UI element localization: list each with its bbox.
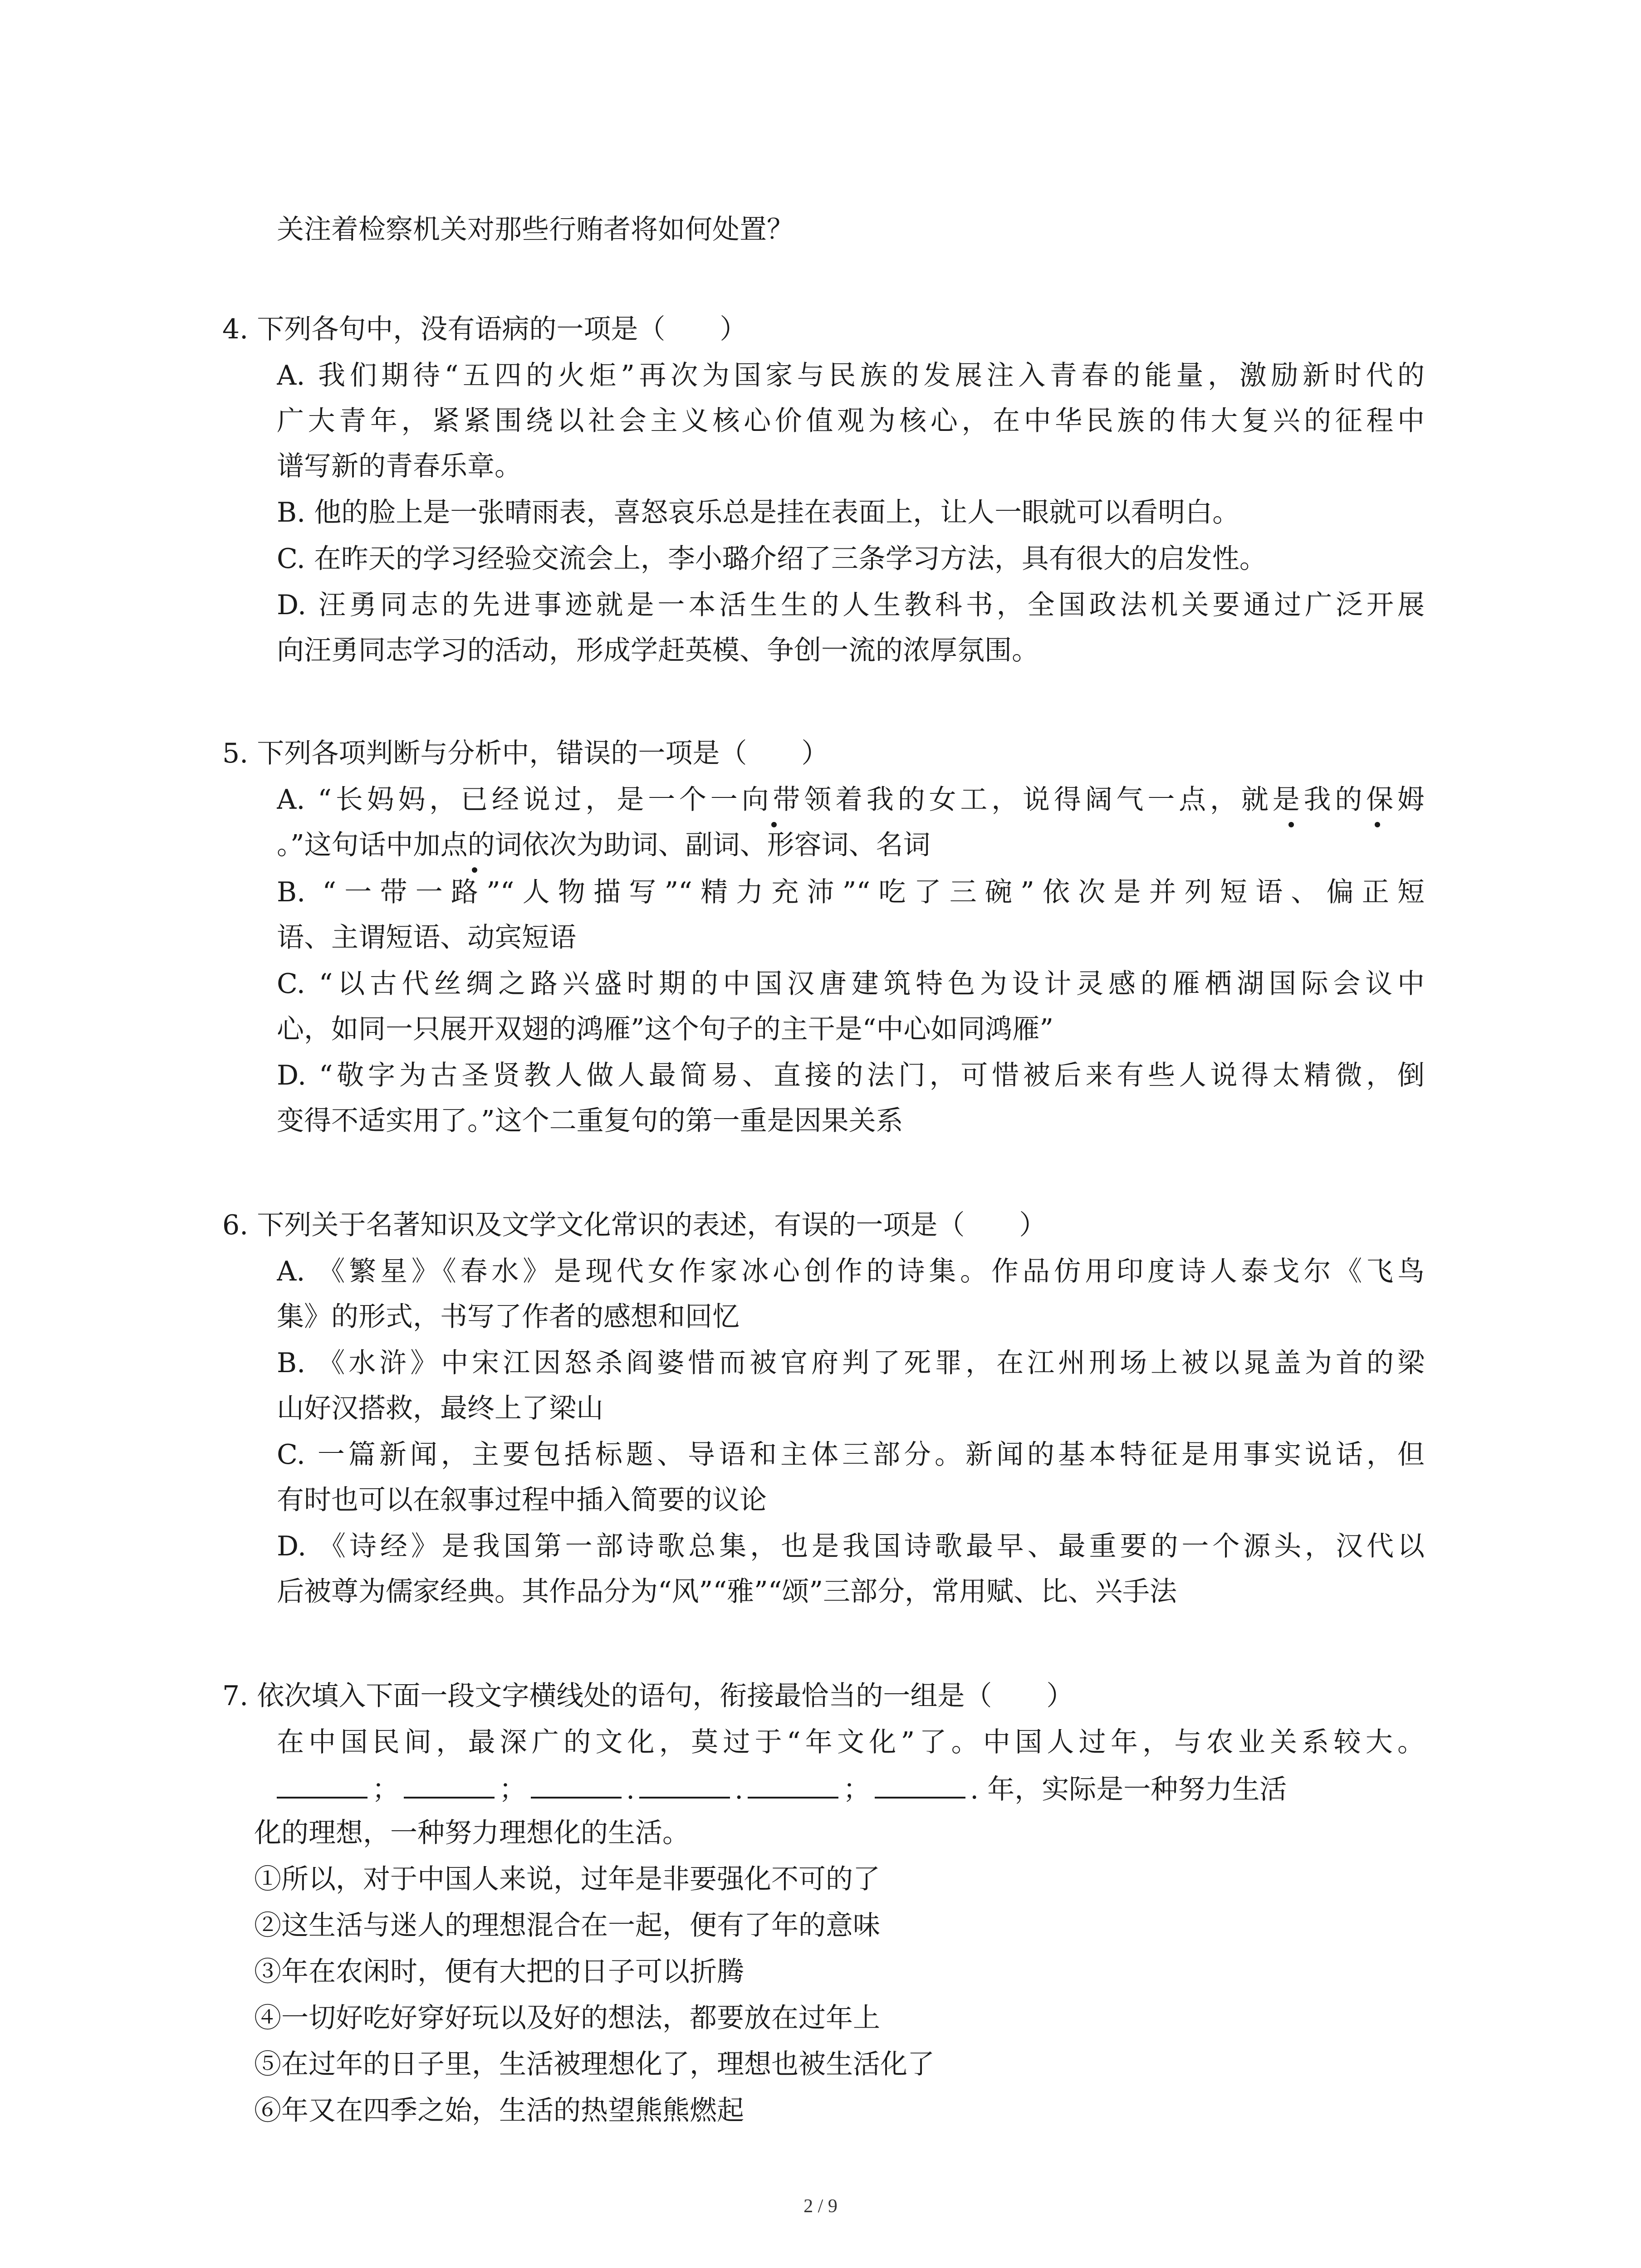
q5-option-a-line1: A. “长妈妈，已经说过，是一个一向带领着我的女工，说得阔气一点，就是我的保姆 xyxy=(277,784,1425,816)
q7-passage-line3: 化的理想，一种努力理想化的生活。 xyxy=(254,1817,690,1849)
question-7-stem: 7. 依次填入下面一段文字横线处的语句，衔接最恰当的一组是（ ） xyxy=(222,1680,1074,1712)
page-number: 2 / 9 xyxy=(803,2196,838,2217)
q6-option-a-line1: A. 《繁星》《春水》是现代女作家冰心创作的诗集。作品仿用印度诗人泰戈尔《飞鸟 xyxy=(277,1256,1425,1287)
fill-blank xyxy=(531,1771,622,1799)
q7-sentence-1: ①所以，对于中国人来说，过年是非要强化不可的了 xyxy=(254,1863,880,1895)
q7-sentence-2: ②这生活与迷人的理想混合在一起，便有了年的意味 xyxy=(254,1910,880,1941)
q6-option-d-line1: D. 《诗经》是我国第一部诗歌总集，也是我国诗歌最早、最重要的一个源头，汉代以 xyxy=(277,1530,1425,1562)
emphasis-dot xyxy=(1375,822,1380,827)
fill-blank xyxy=(748,1771,838,1799)
blank-separator: ； xyxy=(843,1774,871,1805)
blank-separator: . xyxy=(626,1774,635,1805)
q4-option-a-line2: 广大青年，紧紧围绕以社会主义核心价值观为核心，在中华民族的伟大复兴的征程中 xyxy=(277,405,1425,437)
q4-option-a-line1: A. 我们期待“五四的火炬”再次为国家与民族的发展注入青春的能量，激励新时代的 xyxy=(277,360,1425,391)
q7-sentence-6: ⑥年又在四季之始，生活的热望熊熊燃起 xyxy=(254,2095,744,2126)
q7-passage-line2 xyxy=(277,1771,1287,1806)
q7-sentence-3: ③年在农闲时，便有大把的日子可以折腾 xyxy=(254,1956,744,1988)
question-4-stem: 4. 下列各句中，没有语病的一项是（ ） xyxy=(222,313,747,345)
emphasis-dot xyxy=(1288,822,1294,827)
blank-separator: ； xyxy=(499,1774,526,1805)
carryover-line: 关注着检察机关对那些行贿者将如何处置？ xyxy=(277,214,794,245)
q6-option-c-line2: 有时也可以在叙事过程中插入简要的议论 xyxy=(277,1484,767,1516)
q5-option-b-line1: B. “一带一路”“人物描写”“精力充沛”“吃了三碗”依次是并列短语、偏正短 xyxy=(277,876,1425,908)
q4-option-a-line3: 谱写新的青春乐章。 xyxy=(277,450,522,482)
passage-tail: . 年，实际是一种努力生活 xyxy=(970,1774,1287,1805)
q5-option-d-line1: D. “敬字为古圣贤教人做人最简易、直接的法门，可惜被后来有些人说得太精微，倒 xyxy=(277,1060,1425,1091)
q5-option-c-line1: C. “以古代丝绸之路兴盛时期的中国汉唐建筑特色为设计灵感的雁栖湖国际会议中 xyxy=(277,968,1425,1000)
fill-blank xyxy=(639,1771,730,1799)
q6-option-a-line2: 集》的形式，书写了作者的感想和回忆 xyxy=(277,1301,740,1333)
q7-sentence-4: ④一切好吃好穿好玩以及好的想法，都要放在过年上 xyxy=(254,2002,880,2034)
q6-option-d-line2: 后被尊为儒家经典。其作品分为“风”“雅”“颂”三部分，常用赋、比、兴手法 xyxy=(277,1576,1177,1608)
fill-blank xyxy=(277,1771,367,1799)
q6-option-b-line2: 山好汉搭救，最终上了梁山 xyxy=(277,1393,603,1424)
q7-sentence-5: ⑤在过年的日子里，生活被理想化了，理想也被生活化了 xyxy=(254,2048,935,2080)
q4-option-d-line2: 向汪勇同志学习的活动，形成学赶英模、争创一流的浓厚氛围。 xyxy=(277,635,1039,666)
q4-option-c: C. 在昨天的学习经验交流会上，李小璐介绍了三条学习方法，具有很大的启发性。 xyxy=(277,543,1267,575)
fill-blank xyxy=(875,1771,965,1799)
q6-option-c-line1: C. 一篇新闻，主要包括标题、导语和主体三部分。新闻的基本特征是用事实说话，但 xyxy=(277,1439,1425,1471)
q7-passage-line1: 在中国民间，最深广的文化，莫过于“年文化”了。中国人过年，与农业关系较大。 xyxy=(277,1726,1425,1758)
q4-option-b: B. 他的脸上是一张晴雨表，喜怒哀乐总是挂在表面上，让人一眼就可以看明白。 xyxy=(277,497,1240,528)
q5-option-a-line2: 。”这句话中加点的词依次为助词、副词、形容词、名词 xyxy=(277,829,931,861)
fill-blank xyxy=(404,1771,495,1799)
q5-option-d-line2: 变得不适实用了。”这个二重复句的第一重是因果关系 xyxy=(277,1105,903,1137)
q6-option-b-line1: B. 《水浒》中宋江因怒杀阎婆惜而被官府判了死罪，在江州刑场上被以晁盖为首的梁 xyxy=(277,1347,1425,1379)
emphasis-dot xyxy=(771,822,777,827)
question-5-stem: 5. 下列各项判断与分析中，错误的一项是（ ） xyxy=(222,738,829,769)
blank-separator: ； xyxy=(372,1774,399,1805)
blank-separator: . xyxy=(735,1774,744,1805)
q5-option-c-line2: 心，如同一只展开双翅的鸿雁”这个句子的主干是“中心如同鸿雁” xyxy=(277,1013,1054,1045)
q5-option-b-line2: 语、主谓短语、动宾短语 xyxy=(277,922,576,953)
emphasis-dot xyxy=(472,867,477,873)
q4-option-d-line1: D. 汪勇同志的先进事迹就是一本活生生的人生教科书，全国政法机关要通过广泛开展 xyxy=(277,589,1425,621)
question-6-stem: 6. 下列关于名著知识及文学文化常识的表述，有误的一项是（ ） xyxy=(222,1209,1047,1241)
